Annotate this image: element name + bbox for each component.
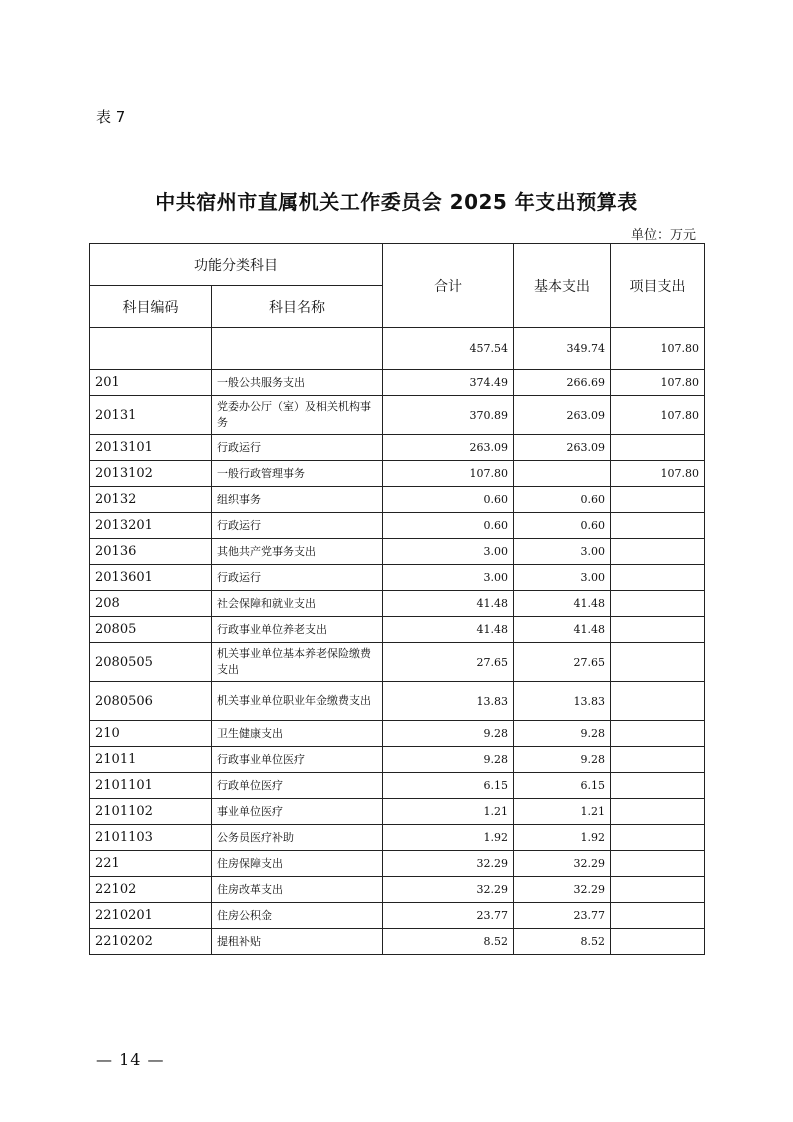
row-project xyxy=(611,877,705,903)
row-code: 2013601 xyxy=(90,565,212,591)
row-total: 41.48 xyxy=(383,591,514,617)
table-row xyxy=(90,565,705,591)
row-project xyxy=(611,851,705,877)
row-project xyxy=(611,682,705,721)
row-total: 23.77 xyxy=(383,903,514,929)
row-project xyxy=(611,903,705,929)
table-row xyxy=(90,903,705,929)
table-row xyxy=(90,682,705,721)
row-total: 1.21 xyxy=(383,799,514,825)
row-total: 8.52 xyxy=(383,929,514,955)
row-basic: 263.09 xyxy=(514,435,611,461)
row-project xyxy=(611,591,705,617)
row-code: 2080505 xyxy=(90,643,212,682)
row-code: 22102 xyxy=(90,877,212,903)
row-name: 党委办公厅（室）及相关机构事务 xyxy=(212,396,383,435)
row-total: 3.00 xyxy=(383,565,514,591)
row-code: 2101102 xyxy=(90,799,212,825)
row-basic: 0.60 xyxy=(514,487,611,513)
row-basic: 1.21 xyxy=(514,799,611,825)
table-row xyxy=(90,487,705,513)
row-name: 社会保障和就业支出 xyxy=(212,591,383,617)
row-project xyxy=(611,825,705,851)
table-row xyxy=(90,851,705,877)
row-basic: 27.65 xyxy=(514,643,611,682)
table-row xyxy=(90,539,705,565)
row-name: 住房保障支出 xyxy=(212,851,383,877)
row-project xyxy=(611,617,705,643)
row-total: 6.15 xyxy=(383,773,514,799)
row-project: 107.80 xyxy=(611,328,705,370)
table-row xyxy=(90,617,705,643)
table-row xyxy=(90,513,705,539)
row-name: 机关事业单位基本养老保险缴费支出 xyxy=(212,643,383,682)
row-total: 374.49 xyxy=(383,370,514,396)
table-row xyxy=(90,799,705,825)
row-basic: 32.29 xyxy=(514,877,611,903)
row-project xyxy=(611,929,705,955)
row-code: 2013102 xyxy=(90,461,212,487)
row-total: 1.92 xyxy=(383,825,514,851)
table-row xyxy=(90,370,705,396)
row-code: 2101103 xyxy=(90,825,212,851)
row-name: 行政单位医疗 xyxy=(212,773,383,799)
budget-table xyxy=(89,243,705,955)
row-total: 3.00 xyxy=(383,539,514,565)
row-basic: 3.00 xyxy=(514,565,611,591)
row-basic: 3.00 xyxy=(514,539,611,565)
row-code: 2210201 xyxy=(90,903,212,929)
row-code: 21011 xyxy=(90,747,212,773)
row-project: 107.80 xyxy=(611,396,705,435)
row-code: 221 xyxy=(90,851,212,877)
row-project: 107.80 xyxy=(611,370,705,396)
row-basic: 1.92 xyxy=(514,825,611,851)
row-name: 住房公积金 xyxy=(212,903,383,929)
table-row xyxy=(90,643,705,682)
row-project xyxy=(611,435,705,461)
row-code: 2013101 xyxy=(90,435,212,461)
page-number: — 14 — xyxy=(96,1050,165,1069)
row-project xyxy=(611,565,705,591)
row-total: 27.65 xyxy=(383,643,514,682)
table-row xyxy=(90,877,705,903)
row-code xyxy=(90,328,212,370)
header-category: 功能分类科目 xyxy=(90,244,383,286)
row-name: 组织事务 xyxy=(212,487,383,513)
header-project: 项目支出 xyxy=(611,244,705,328)
row-name: 行政运行 xyxy=(212,435,383,461)
row-basic: 13.83 xyxy=(514,682,611,721)
table-row xyxy=(90,396,705,435)
row-total: 41.48 xyxy=(383,617,514,643)
row-basic: 6.15 xyxy=(514,773,611,799)
table-header xyxy=(90,244,705,328)
row-basic: 349.74 xyxy=(514,328,611,370)
row-total: 370.89 xyxy=(383,396,514,435)
row-total: 13.83 xyxy=(383,682,514,721)
row-name: 卫生健康支出 xyxy=(212,721,383,747)
row-basic: 0.60 xyxy=(514,513,611,539)
row-name: 其他共产党事务支出 xyxy=(212,539,383,565)
row-total: 32.29 xyxy=(383,851,514,877)
row-basic: 41.48 xyxy=(514,617,611,643)
table-row xyxy=(90,773,705,799)
row-code: 20136 xyxy=(90,539,212,565)
row-code: 208 xyxy=(90,591,212,617)
header-name: 科目名称 xyxy=(212,286,383,328)
row-code: 201 xyxy=(90,370,212,396)
row-code: 2101101 xyxy=(90,773,212,799)
table-label: 表 7 xyxy=(96,108,126,126)
row-total: 0.60 xyxy=(383,513,514,539)
row-project xyxy=(611,643,705,682)
row-project xyxy=(611,773,705,799)
row-name xyxy=(212,328,383,370)
row-total: 9.28 xyxy=(383,747,514,773)
row-basic xyxy=(514,461,611,487)
header-code: 科目编码 xyxy=(90,286,212,328)
row-project xyxy=(611,487,705,513)
row-project xyxy=(611,799,705,825)
row-basic: 9.28 xyxy=(514,747,611,773)
table-row xyxy=(90,591,705,617)
row-code: 2210202 xyxy=(90,929,212,955)
row-name: 一般行政管理事务 xyxy=(212,461,383,487)
row-project xyxy=(611,721,705,747)
row-name: 行政事业单位养老支出 xyxy=(212,617,383,643)
row-total: 107.80 xyxy=(383,461,514,487)
row-name: 事业单位医疗 xyxy=(212,799,383,825)
row-name: 一般公共服务支出 xyxy=(212,370,383,396)
row-name: 公务员医疗补助 xyxy=(212,825,383,851)
row-basic: 9.28 xyxy=(514,721,611,747)
row-total: 457.54 xyxy=(383,328,514,370)
table-row xyxy=(90,747,705,773)
row-basic: 8.52 xyxy=(514,929,611,955)
document-title: 中共宿州市直属机关工作委员会 2025 年支出预算表 xyxy=(155,190,638,214)
table-row xyxy=(90,721,705,747)
row-name: 行政运行 xyxy=(212,565,383,591)
header-basic: 基本支出 xyxy=(514,244,611,328)
row-total: 32.29 xyxy=(383,877,514,903)
row-code: 2080506 xyxy=(90,682,212,721)
row-project xyxy=(611,513,705,539)
table-row xyxy=(90,435,705,461)
row-basic: 23.77 xyxy=(514,903,611,929)
row-code: 20131 xyxy=(90,396,212,435)
row-basic: 41.48 xyxy=(514,591,611,617)
row-basic: 266.69 xyxy=(514,370,611,396)
row-code: 20805 xyxy=(90,617,212,643)
row-name: 住房改革支出 xyxy=(212,877,383,903)
row-name: 提租补贴 xyxy=(212,929,383,955)
unit-label: 单位：万元 xyxy=(630,228,696,243)
table-body xyxy=(90,328,705,955)
row-code: 210 xyxy=(90,721,212,747)
row-name: 行政运行 xyxy=(212,513,383,539)
row-name: 机关事业单位职业年金缴费支出 xyxy=(212,682,383,721)
row-basic: 263.09 xyxy=(514,396,611,435)
row-total: 263.09 xyxy=(383,435,514,461)
row-name: 行政事业单位医疗 xyxy=(212,747,383,773)
row-total: 0.60 xyxy=(383,487,514,513)
row-basic: 32.29 xyxy=(514,851,611,877)
row-code: 20132 xyxy=(90,487,212,513)
row-code: 2013201 xyxy=(90,513,212,539)
table-row-total xyxy=(90,328,705,370)
row-project xyxy=(611,747,705,773)
header-total: 合计 xyxy=(383,244,514,328)
row-total: 9.28 xyxy=(383,721,514,747)
table-row xyxy=(90,825,705,851)
table-row xyxy=(90,461,705,487)
row-project: 107.80 xyxy=(611,461,705,487)
row-project xyxy=(611,539,705,565)
table-row xyxy=(90,929,705,955)
